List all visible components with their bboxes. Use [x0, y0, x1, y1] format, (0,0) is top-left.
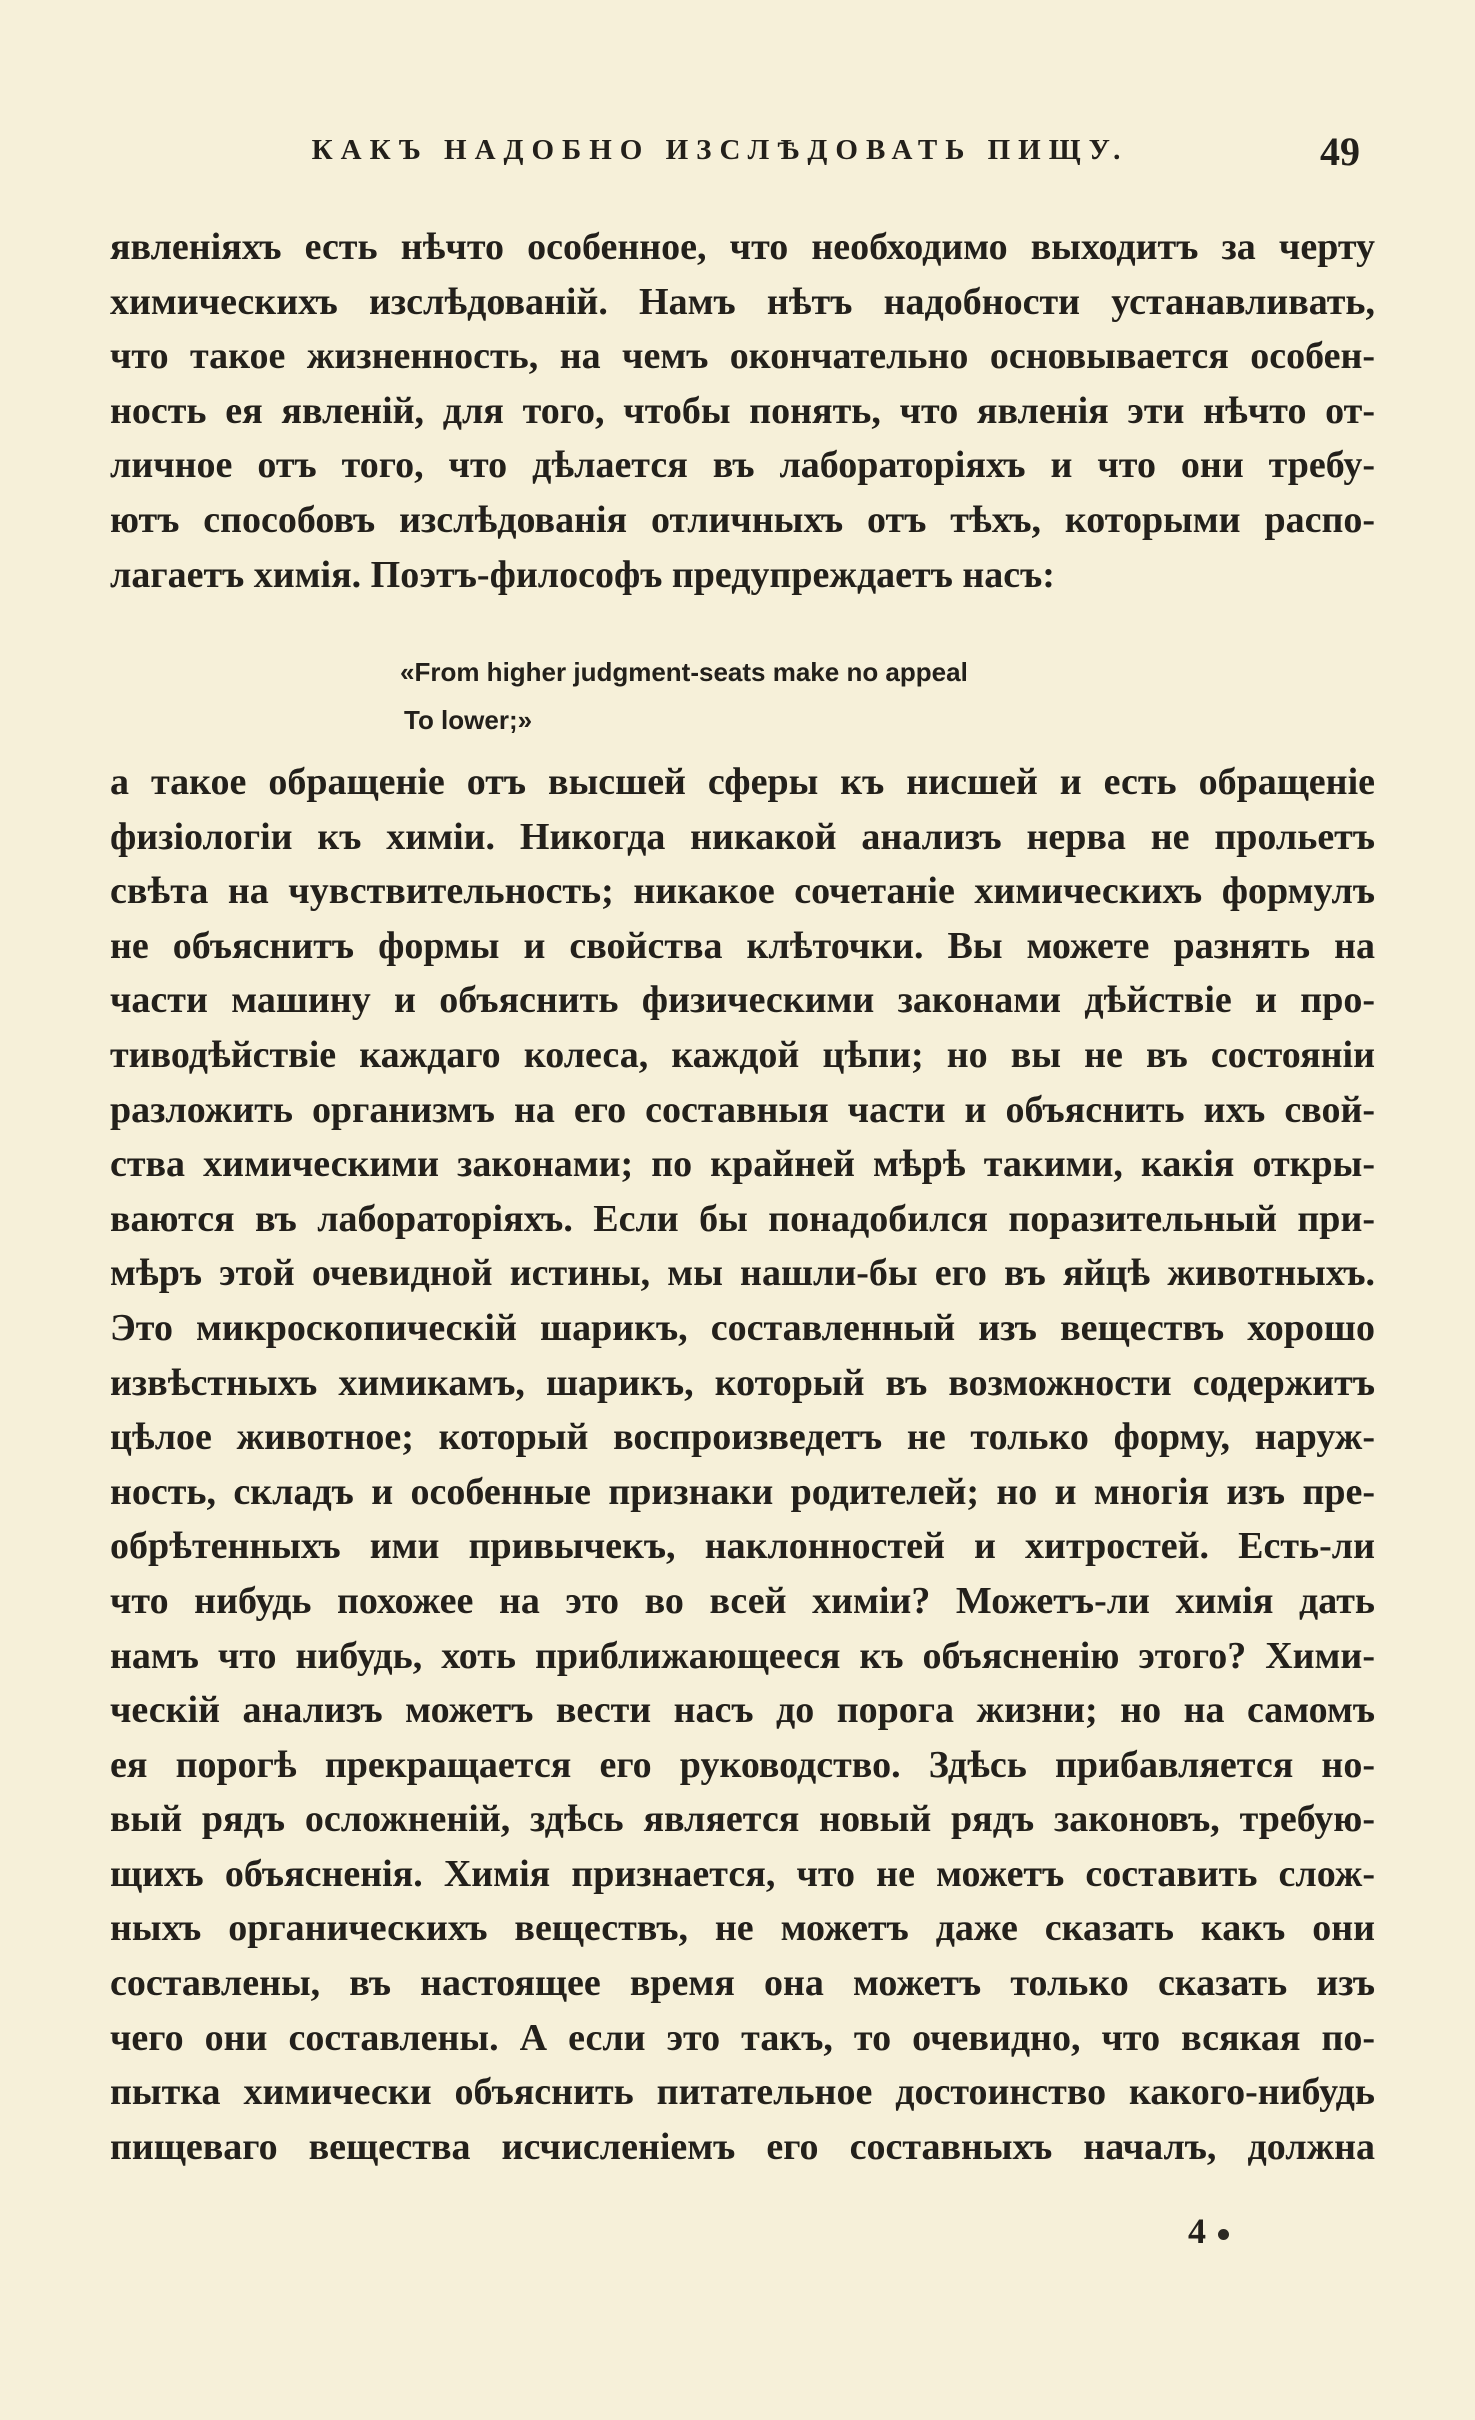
- text-line: личное отъ того, что дѣлается въ лабораторіяхъ и что они требу-: [110, 444, 1375, 487]
- text-line: химическихъ изслѣдованій. Намъ нѣтъ надобности устанавливать,: [110, 280, 1375, 323]
- text-line: ныхъ органическихъ веществъ, не можетъ даже сказать какъ они: [110, 1907, 1375, 1950]
- text-line: мѣръ этой очевидной истины, мы нашли-бы его въ яйцѣ животныхъ.: [110, 1252, 1375, 1295]
- text-line: части машину и объяснить физическими законами дѣйствіе и про-: [110, 979, 1375, 1022]
- signature-mark: [1188, 2210, 1229, 2252]
- text-line: лагаетъ химія. Поэтъ-философъ предупреждаетъ насъ:: [110, 553, 1055, 596]
- text-line: вый рядъ осложненій, здѣсь является новый рядъ законовъ, требую-: [110, 1798, 1375, 1841]
- running-head: КАКЪ НАДОБНО ИЗСЛѢДОВАТЬ ПИЩУ.: [311, 134, 1129, 166]
- signature-dot-icon: [1218, 2229, 1229, 2240]
- text-line: свѣта на чувствительность; никакое сочетаніе химическихъ формулъ: [110, 870, 1375, 913]
- text-line: пытка химически объяснить питательное достоинство какого-нибудь: [110, 2071, 1375, 2114]
- text-line: ваются въ лабораторіяхъ. Если бы понадобился поразительный при-: [110, 1197, 1375, 1240]
- verse-line: «From higher judgment-seats make no appeal: [400, 657, 968, 687]
- text-line: цѣлое животное; который воспроизведетъ не только форму, наруж-: [110, 1416, 1375, 1459]
- text-line: явленіяхъ есть нѣчто особенное, что необходимо выходитъ за черту: [110, 226, 1375, 268]
- paragraph-2: [110, 755, 1375, 2174]
- text-line: Это микроскопическій шарикъ, составленный изъ веществъ хорошо: [110, 1306, 1375, 1349]
- text-line: намъ что нибудь, хоть приближающееся къ объясненію этого? Хими-: [110, 1634, 1375, 1677]
- text-line: извѣстныхъ химикамъ, шарикъ, который въ возможности содержитъ: [110, 1361, 1375, 1404]
- text-line: не объяснитъ формы и свойства клѣточки. Вы можете разнять на: [110, 924, 1375, 967]
- paragraph-1: [110, 220, 1375, 602]
- text-line: что нибудь похожее на это во всей химіи? Можетъ-ли химія дать: [110, 1579, 1375, 1622]
- text-line: разложить организмъ на его составныя части и объяснить ихъ свой-: [110, 1088, 1375, 1131]
- text-line: физіологіи къ химіи. Никогда никакой анализъ нерва не прольетъ: [110, 815, 1375, 858]
- text-line: ность, складъ и особенные признаки родителей; но и многія изъ пре-: [110, 1470, 1375, 1513]
- text-line: ства химическими законами; по крайней мѣрѣ такими, какія откры-: [110, 1143, 1375, 1186]
- text-line: щихъ объясненія. Химія признается, что не можетъ составить слож-: [110, 1852, 1375, 1895]
- text-line: ея порогѣ прекращается его руководство. Здѣсь прибавляется но-: [110, 1743, 1375, 1786]
- verse-quote: [400, 648, 1200, 744]
- text-line: ютъ способовъ изслѣдованія отличныхъ отъ тѣхъ, которыми распо-: [110, 498, 1375, 541]
- verse-line: To lower;»: [404, 705, 533, 735]
- text-line: чего они составлены. А если это такъ, то очевидно, что всякая по-: [110, 2016, 1375, 2059]
- text-line: пищеваго вещества исчисленіемъ его составныхъ началъ, должна: [110, 2125, 1375, 2168]
- signature-number: 4: [1188, 2211, 1206, 2251]
- text-line: что такое жизненность, на чемъ окончательно основывается особен-: [110, 335, 1375, 378]
- text-line: тиводѣйствіе каждаго колеса, каждой цѣпи; но вы не въ состояніи: [110, 1033, 1375, 1076]
- text-line: составлены, въ настоящее время она можетъ только сказать изъ: [110, 1962, 1375, 2005]
- text-line: а такое обращеніе отъ высшей сферы къ нисшей и есть обращеніе: [110, 761, 1375, 803]
- text-line: обрѣтенныхъ ими привычекъ, наклонностей и хитростей. Есть-ли: [110, 1525, 1375, 1568]
- page-number: 49: [1320, 129, 1360, 174]
- text-line: ческій анализъ можетъ вести насъ до порога жизни; но на самомъ: [110, 1689, 1375, 1732]
- text-line: ность ея явленій, для того, чтобы понять, что явленія эти нѣчто от-: [110, 389, 1375, 432]
